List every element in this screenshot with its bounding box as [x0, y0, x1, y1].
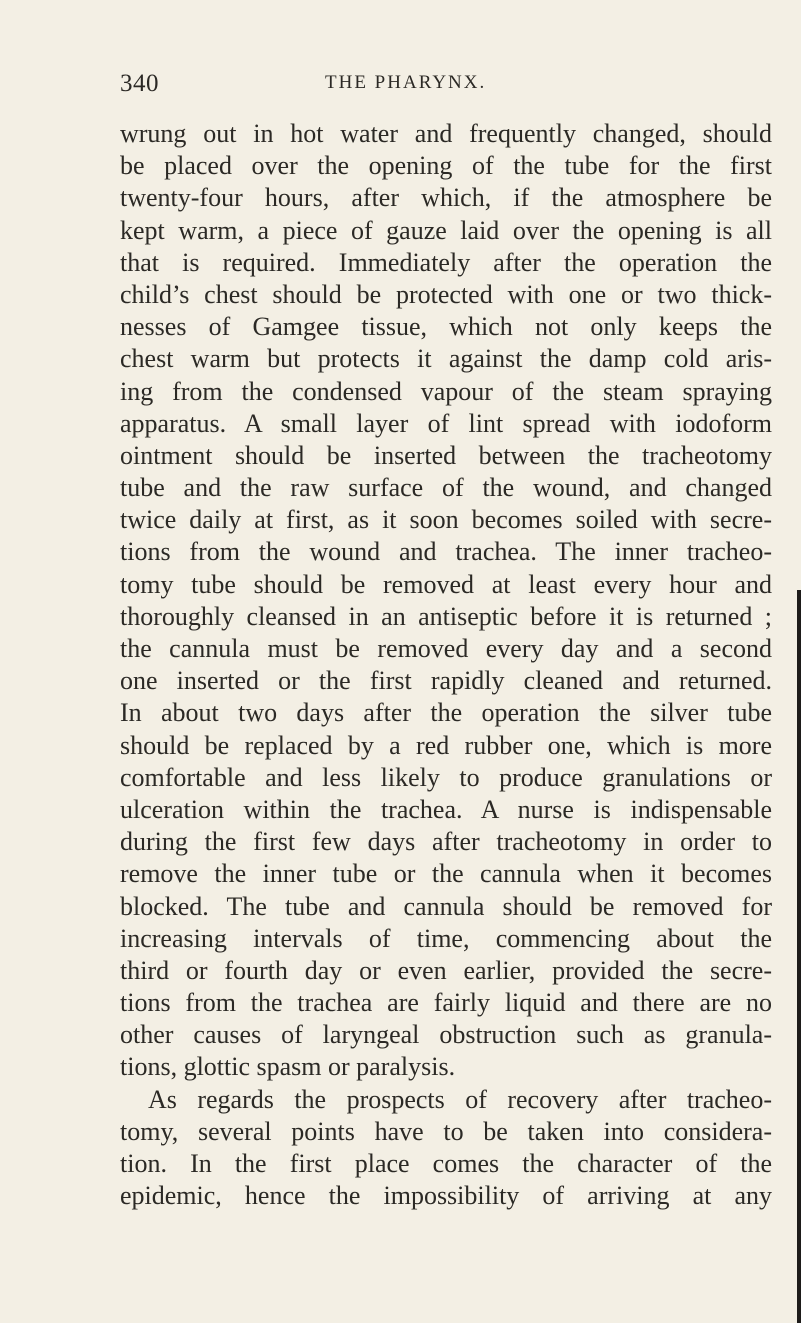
body-text — [120, 118, 772, 1212]
text-line: tomy, several points have to be taken into considera- — [120, 1116, 772, 1146]
text-line: thoroughly cleansed in an antiseptic before it is returned ; — [120, 601, 772, 631]
text-line: epidemic, hence the impossibility of arriving at any — [120, 1181, 772, 1211]
text-line: tube and the raw surface of the wound, and changed — [120, 473, 772, 503]
page-edge-shadow — [797, 590, 801, 1323]
page-header — [120, 70, 750, 110]
text-line: kept warm, a piece of gauze laid over the opening is all — [120, 215, 772, 245]
text-line: twice daily at first, as it soon becomes soiled with secre- — [120, 505, 772, 535]
text-line: tomy tube should be removed at least every hour and — [120, 569, 772, 599]
text-line: chest warm but protects it against the damp cold aris- — [120, 344, 772, 374]
text-line: the cannula must be removed every day and a second — [120, 634, 772, 663]
text-line: remove the inner tube or the cannula when it becomes — [120, 859, 772, 889]
text-line: ointment should be inserted between the tracheotomy — [120, 440, 772, 470]
text-line: ing from the condensed vapour of the steam spraying — [120, 376, 772, 406]
text-line: be placed over the opening of the tube for the first — [120, 151, 772, 181]
text-line: ulceration within the trachea. A nurse is indispensable — [120, 794, 772, 824]
text-line: twenty-four hours, after which, if the atmosphere be — [120, 183, 772, 213]
text-line: that is required. Immediately after the operation the — [120, 247, 772, 277]
text-line: tion. In the first place comes the character of the — [120, 1149, 772, 1178]
text-line: apparatus. A small layer of lint spread with iodoform — [120, 408, 772, 438]
running-title: THE PHARYNX. — [325, 72, 487, 93]
text-line: In about two days after the operation the silver tube — [120, 698, 772, 728]
page-number: 340 — [120, 70, 159, 97]
text-line: tions from the wound and trachea. The inner tracheo- — [120, 537, 772, 567]
text-line: blocked. The tube and cannula should be removed for — [120, 891, 772, 921]
paragraph-end-line: tions, glottic spasm or paralysis. — [120, 1052, 456, 1082]
text-line: during the first few days after tracheotomy in order to — [120, 827, 772, 857]
text-line: nesses of Gamgee tissue, which not only keeps the — [120, 312, 772, 342]
text-line: other causes of laryngeal obstruction such as granula- — [120, 1020, 772, 1050]
text-line: increasing intervals of time, commencing about the — [120, 923, 772, 953]
text-line: comfortable and less likely to produce granulations or — [120, 762, 772, 792]
paragraph-start-line: As regards the prospects of recovery after tracheo- — [148, 1084, 772, 1114]
text-line: child’s chest should be protected with one or two thick- — [120, 279, 772, 309]
text-line: third or fourth day or even earlier, provided the secre- — [120, 955, 772, 985]
text-line: should be replaced by a red rubber one, which is more — [120, 730, 772, 760]
text-line: tions from the trachea are fairly liquid and there are no — [120, 988, 772, 1018]
text-line: one inserted or the first rapidly cleaned and returned. — [120, 666, 772, 696]
text-line: wrung out in hot water and frequently changed, should — [120, 119, 772, 148]
